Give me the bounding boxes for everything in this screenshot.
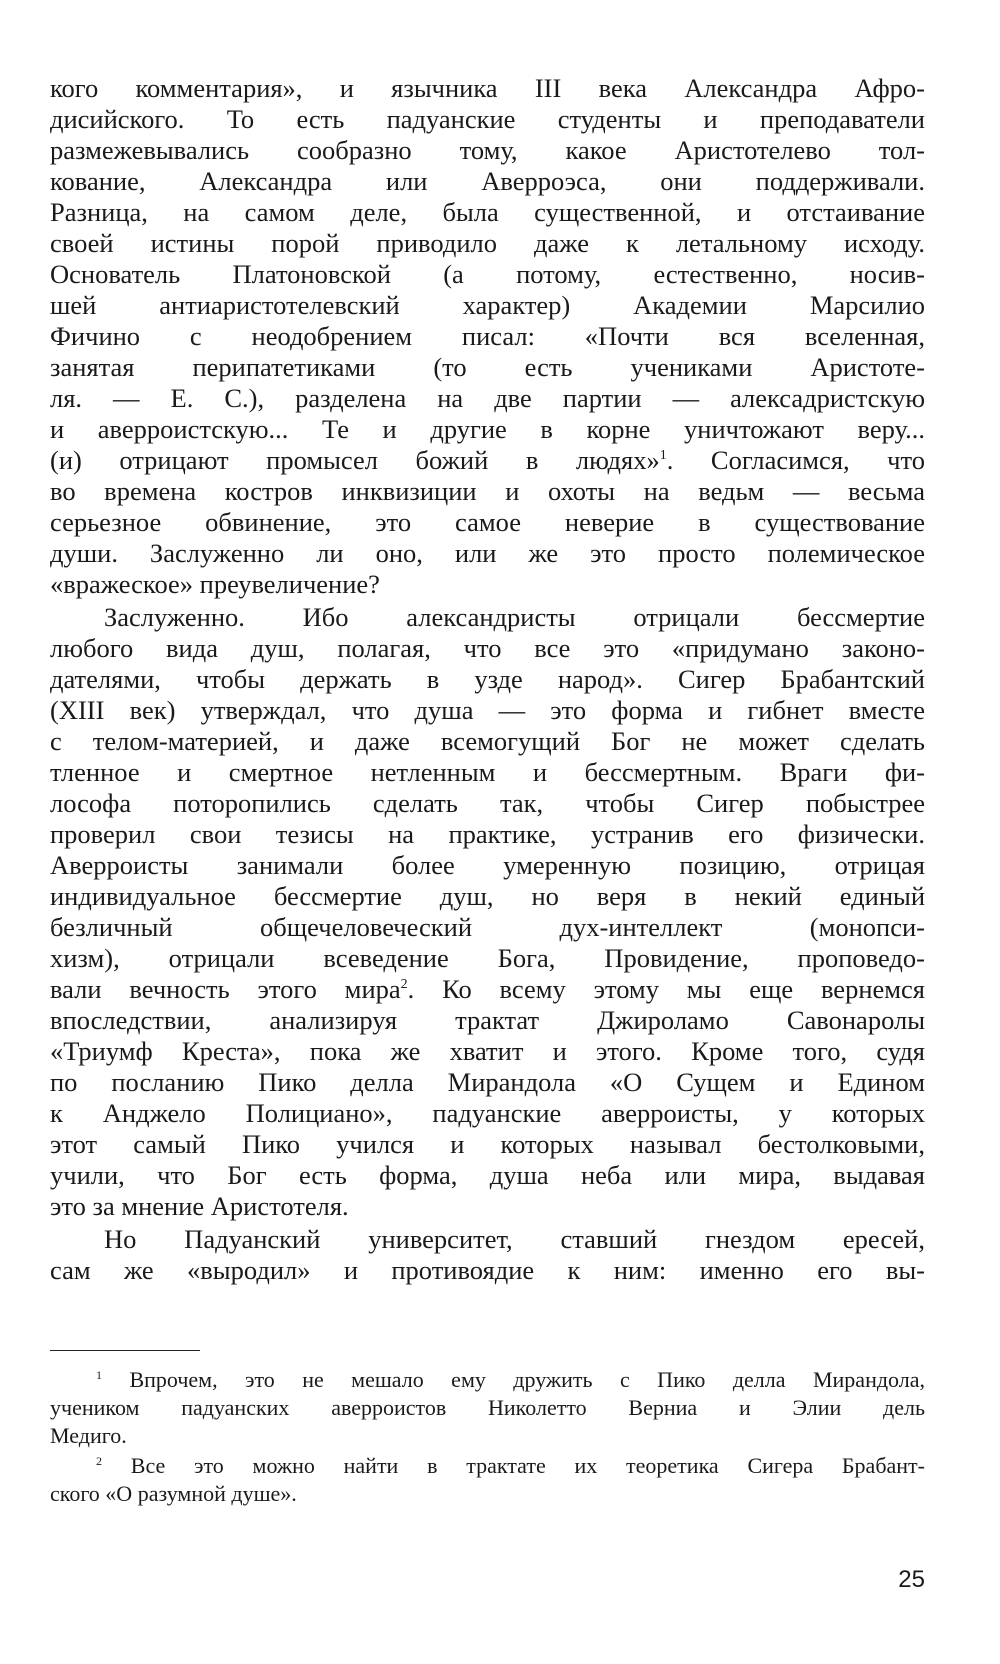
footnote-1-line <box>96 1366 925 1394</box>
line-text: (и) отрицают промысел божий в людях» <box>50 445 660 475</box>
footnote-ref-1[interactable]: 1 <box>659 448 667 463</box>
body-line: души. Заслуженно ли оно, или же это просто полемическое <box>50 538 925 568</box>
body-line: хизм), отрицали всеведение Бога, Провидение, проповедо- <box>50 943 925 973</box>
body-line: и аверроистскую... Те и другие в корне уничтожают веру... <box>50 414 925 444</box>
body-line: проверил свои тезисы на практике, устранив его физически. <box>50 819 925 849</box>
body-line-with-note <box>50 444 925 476</box>
body-line: учили, что Бог есть форма, душа неба или мира, выдавая <box>50 1160 925 1190</box>
body-line: впоследствии, анализируя трактат Джироламо Савонаролы <box>50 1005 925 1035</box>
body-line: по посланию Пико делла Мирандола «О Сущем и Едином <box>50 1067 925 1097</box>
body-line: серьезное обвинение, это самое неверие в существование <box>50 507 925 537</box>
body-line: к Анджело Полициано», падуанские аверроисты, у которых <box>50 1098 925 1128</box>
footnote-1-mark: 1 <box>96 1368 102 1382</box>
body-line: это за мнение Аристотеля. <box>50 1191 349 1221</box>
body-line: тленное и смертное нетленным и бессмертным. Враги фи- <box>50 757 925 787</box>
body-line: кование, Александра или Аверроэса, они поддерживали. <box>50 166 925 196</box>
body-line: «вражеское» преувеличение? <box>50 569 380 599</box>
line-text: вали вечность этого мира <box>50 974 401 1004</box>
body-line: Основатель Платоновской (а потому, естественно, носив- <box>50 259 925 289</box>
footnote-1-line: Медиго. <box>50 1423 127 1448</box>
body-line: ля. — Е. С.), разделена на две партии — алексадристскую <box>50 383 925 413</box>
body-line: Разница, на самом деле, была существенной, и отстаивание <box>50 197 925 227</box>
footnote-ref-2[interactable]: 2 <box>400 977 408 992</box>
body-line: любого вида душ, полагая, что все это «придумано законо- <box>50 633 925 663</box>
footnote-text: Все это можно найти в трактате их теоретика Сигера Брабант- <box>130 1453 925 1478</box>
paragraph-start: Заслуженно. Ибо александристы отрицали бессмертие <box>104 602 925 632</box>
body-line: своей истины порой приводило даже к летальному исходу. <box>50 228 925 258</box>
body-line: дисийского. То есть падуанские студенты и преподаватели <box>50 104 925 134</box>
body-line: занятая перипатетиками (то есть учениками Аристоте- <box>50 352 925 382</box>
body-line: этот самый Пико учился и которых называл бестолковыми, <box>50 1129 925 1159</box>
page-number: 25 <box>898 1566 925 1593</box>
body-line: кого комментария», и язычника III века Александра Афро- <box>50 73 925 103</box>
line-text-tail: . Согласимся, что <box>666 445 925 475</box>
body-line: (XIII век) утверждал, что душа — это форма и гибнет вместе <box>50 695 925 725</box>
footnote-2-line: ского «О разумной душе». <box>50 1481 297 1506</box>
footnote-1-line: учеником падуанских аверроистов Николетто Верниа и Элии дель <box>50 1395 925 1420</box>
body-line: «Триумф Креста», пока же хватит и этого. Кроме того, судя <box>50 1036 925 1066</box>
body-line: с телом-материей, и даже всемогущий Бог не может сделать <box>50 726 925 756</box>
footnote-2-line <box>96 1452 925 1480</box>
body-line: индивидуальное бессмертие душ, но веря в некий единый <box>50 881 925 911</box>
body-line: Аверроисты занимали более умеренную позицию, отрицая <box>50 850 925 880</box>
body-line: дателями, чтобы держать в узде народ». Сигер Брабантский <box>50 664 925 694</box>
footnote-text: Впрочем, это не мешало ему дружить с Пико делла Мирандола, <box>129 1367 925 1392</box>
line-text-tail: . Ко всему этому мы еще вернемся <box>407 974 925 1004</box>
body-line: во времена костров инквизиции и охоты на ведьм — весьма <box>50 476 925 506</box>
footnote-divider <box>50 1350 200 1351</box>
body-line: сам же «выродил» и противоядие к ним: именно его вы- <box>50 1255 925 1285</box>
body-line: лософа поторопились сделать так, чтобы Сигер побыстрее <box>50 788 925 818</box>
body-line: безличный общечеловеческий дух-интеллект (монопси- <box>50 912 925 942</box>
body-line: Фичино с неодобрением писал: «Почти вся вселенная, <box>50 321 925 351</box>
body-line-with-note <box>50 973 925 1005</box>
footnote-2-mark: 2 <box>96 1454 102 1468</box>
body-line: размежевывались сообразно тому, какое Аристотелево тол- <box>50 135 925 165</box>
paragraph-start: Но Падуанский университет, ставший гнездом ересей, <box>104 1224 925 1254</box>
body-line: шей антиаристотелевский характер) Академии Марсилио <box>50 290 925 320</box>
